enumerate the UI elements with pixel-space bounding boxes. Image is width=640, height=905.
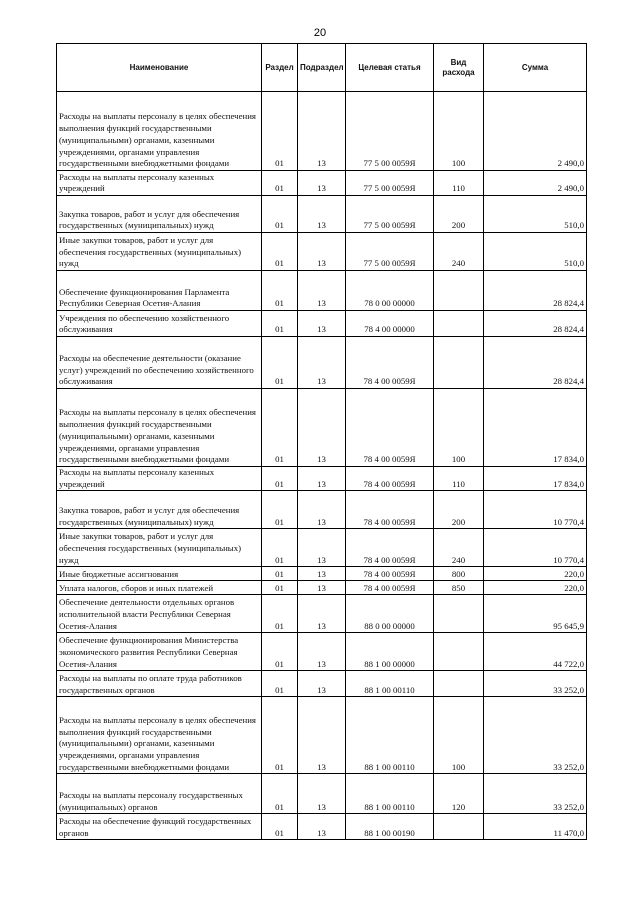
table-row — [57, 491, 587, 529]
row-razdel: 01 — [262, 581, 298, 595]
row-razdel: 01 — [262, 697, 298, 774]
row-name: Закупка товаров, работ и услуг для обеспечения государственных (муниципальных) нужд — [57, 196, 262, 233]
row-target-article: 77 5 00 0059Я — [346, 233, 434, 271]
row-target-article: 78 4 00 0059Я — [346, 567, 434, 581]
row-sum: 44 722,0 — [484, 633, 587, 671]
row-name: Учреждения по обеспечению хозяйственного обслуживания — [57, 311, 262, 337]
row-expense-type: 850 — [434, 581, 484, 595]
row-target-article: 78 4 00 0059Я — [346, 491, 434, 529]
row-sum: 28 824,4 — [484, 337, 587, 389]
row-sum: 11 470,0 — [484, 814, 587, 840]
header-razdel: Раздел — [262, 44, 298, 92]
table-row — [57, 196, 587, 233]
row-name: Иные закупки товаров, работ и услуг для обеспечения государственных (муниципальных) нужд — [57, 233, 262, 271]
row-target-article: 78 0 00 00000 — [346, 271, 434, 311]
row-expense-type — [434, 633, 484, 671]
table-row — [57, 311, 587, 337]
row-sum: 17 834,0 — [484, 389, 587, 467]
table-row — [57, 671, 587, 697]
row-razdel: 01 — [262, 389, 298, 467]
header-expense-type: Вид расхода — [434, 44, 484, 92]
row-name: Расходы на обеспечение деятельности (оказание услуг) учреждений по обеспечению хозяйственного обслуживания — [57, 337, 262, 389]
table-row — [57, 467, 587, 491]
row-target-article: 78 4 00 0059Я — [346, 389, 434, 467]
row-target-article: 88 1 00 00110 — [346, 671, 434, 697]
row-name: Расходы на выплаты персоналу казенных учреждений — [57, 467, 262, 491]
row-podrazdel: 13 — [298, 467, 346, 491]
row-name: Обеспечение функционирования Парламента Республики Северная Осетия-Алания — [57, 271, 262, 311]
header-sum: Сумма — [484, 44, 587, 92]
row-sum: 28 824,4 — [484, 311, 587, 337]
row-name: Иные бюджетные ассигнования — [57, 567, 262, 581]
table-row — [57, 774, 587, 814]
row-sum: 220,0 — [484, 581, 587, 595]
row-sum: 2 490,0 — [484, 92, 587, 171]
row-expense-type — [434, 671, 484, 697]
row-target-article: 88 0 00 00000 — [346, 595, 434, 633]
budget-table — [56, 43, 587, 840]
row-target-article: 88 1 00 00000 — [346, 633, 434, 671]
row-expense-type: 100 — [434, 389, 484, 467]
row-expense-type — [434, 271, 484, 311]
row-name: Расходы на выплаты персоналу государственных (муниципальных) органов — [57, 774, 262, 814]
table-row — [57, 337, 587, 389]
row-name: Расходы на выплаты персоналу в целях обеспечения выполнения функций государственными (муниципальными) органами, казенными учреждениями, органами управления государственными внебюджетными фондами — [57, 389, 262, 467]
row-expense-type: 200 — [434, 196, 484, 233]
row-podrazdel: 13 — [298, 814, 346, 840]
table-row — [57, 697, 587, 774]
row-sum: 220,0 — [484, 567, 587, 581]
row-sum: 10 770,4 — [484, 491, 587, 529]
row-expense-type — [434, 337, 484, 389]
row-name: Иные закупки товаров, работ и услуг для обеспечения государственных (муниципальных) нужд — [57, 529, 262, 567]
row-target-article: 88 1 00 00110 — [346, 697, 434, 774]
table-row — [57, 581, 587, 595]
row-target-article: 78 4 00 0059Я — [346, 581, 434, 595]
row-name: Расходы на выплаты по оплате труда работников государственных органов — [57, 671, 262, 697]
header-podrazdel: Подраздел — [298, 44, 346, 92]
row-expense-type: 800 — [434, 567, 484, 581]
table-row — [57, 92, 587, 171]
header-name: Наименование — [57, 44, 262, 92]
row-expense-type: 110 — [434, 171, 484, 196]
row-sum: 33 252,0 — [484, 671, 587, 697]
row-razdel: 01 — [262, 671, 298, 697]
row-razdel: 01 — [262, 567, 298, 581]
row-target-article: 77 5 00 0059Я — [346, 171, 434, 196]
row-target-article: 78 4 00 0059Я — [346, 337, 434, 389]
row-podrazdel: 13 — [298, 581, 346, 595]
row-sum: 17 834,0 — [484, 467, 587, 491]
row-podrazdel: 13 — [298, 671, 346, 697]
row-sum: 95 645,9 — [484, 595, 587, 633]
row-sum: 33 252,0 — [484, 774, 587, 814]
row-podrazdel: 13 — [298, 491, 346, 529]
row-razdel: 01 — [262, 814, 298, 840]
row-expense-type — [434, 311, 484, 337]
row-target-article: 78 4 00 00000 — [346, 311, 434, 337]
row-expense-type — [434, 814, 484, 840]
row-podrazdel: 13 — [298, 529, 346, 567]
row-razdel: 01 — [262, 311, 298, 337]
table-header-row — [57, 44, 587, 92]
row-razdel: 01 — [262, 92, 298, 171]
header-target-article: Целевая статья — [346, 44, 434, 92]
row-name: Уплата налогов, сборов и иных платежей — [57, 581, 262, 595]
row-razdel: 01 — [262, 467, 298, 491]
row-sum: 33 252,0 — [484, 697, 587, 774]
row-podrazdel: 13 — [298, 271, 346, 311]
table-row — [57, 814, 587, 840]
row-podrazdel: 13 — [298, 389, 346, 467]
row-sum: 510,0 — [484, 233, 587, 271]
table-row — [57, 271, 587, 311]
row-podrazdel: 13 — [298, 337, 346, 389]
row-razdel: 01 — [262, 271, 298, 311]
row-expense-type: 100 — [434, 92, 484, 171]
row-razdel: 01 — [262, 171, 298, 196]
row-podrazdel: 13 — [298, 774, 346, 814]
row-expense-type: 240 — [434, 233, 484, 271]
row-name: Расходы на обеспечение функций государственных органов — [57, 814, 262, 840]
table-row — [57, 633, 587, 671]
row-name: Обеспечение функционирования Министерства экономического развития Республики Северная Осетия-Алания — [57, 633, 262, 671]
table-row — [57, 567, 587, 581]
row-expense-type: 200 — [434, 491, 484, 529]
row-expense-type — [434, 595, 484, 633]
row-razdel: 01 — [262, 491, 298, 529]
row-expense-type: 240 — [434, 529, 484, 567]
row-expense-type: 120 — [434, 774, 484, 814]
row-sum: 510,0 — [484, 196, 587, 233]
row-sum: 10 770,4 — [484, 529, 587, 567]
row-name: Закупка товаров, работ и услуг для обеспечения государственных (муниципальных) нужд — [57, 491, 262, 529]
row-expense-type: 100 — [434, 697, 484, 774]
row-sum: 2 490,0 — [484, 171, 587, 196]
row-podrazdel: 13 — [298, 697, 346, 774]
row-podrazdel: 13 — [298, 233, 346, 271]
row-target-article: 78 4 00 0059Я — [346, 529, 434, 567]
table-row — [57, 171, 587, 196]
row-podrazdel: 13 — [298, 633, 346, 671]
row-name: Расходы на выплаты персоналу казенных учреждений — [57, 171, 262, 196]
row-target-article: 78 4 00 0059Я — [346, 467, 434, 491]
row-expense-type: 110 — [434, 467, 484, 491]
row-sum: 28 824,4 — [484, 271, 587, 311]
row-razdel: 01 — [262, 337, 298, 389]
row-razdel: 01 — [262, 774, 298, 814]
row-podrazdel: 13 — [298, 196, 346, 233]
row-name: Обеспечение деятельности отдельных органов исполнительной власти Республики Северная Осетия-Алания — [57, 595, 262, 633]
table-row — [57, 389, 587, 467]
table-row — [57, 529, 587, 567]
row-podrazdel: 13 — [298, 567, 346, 581]
row-podrazdel: 13 — [298, 311, 346, 337]
row-podrazdel: 13 — [298, 595, 346, 633]
row-target-article: 88 1 00 00110 — [346, 774, 434, 814]
page-number: 20 — [313, 27, 327, 39]
row-razdel: 01 — [262, 529, 298, 567]
row-target-article: 88 1 00 00190 — [346, 814, 434, 840]
row-razdel: 01 — [262, 233, 298, 271]
row-podrazdel: 13 — [298, 92, 346, 171]
row-podrazdel: 13 — [298, 171, 346, 196]
row-target-article: 77 5 00 0059Я — [346, 92, 434, 171]
row-target-article: 77 5 00 0059Я — [346, 196, 434, 233]
row-razdel: 01 — [262, 633, 298, 671]
table-row — [57, 595, 587, 633]
row-razdel: 01 — [262, 196, 298, 233]
row-name: Расходы на выплаты персоналу в целях обеспечения выполнения функций государственными (муниципальными) органами, казенными учреждениями, органами управления государственными внебюджетными фондами — [57, 92, 262, 171]
table-row — [57, 233, 587, 271]
row-razdel: 01 — [262, 595, 298, 633]
row-name: Расходы на выплаты персоналу в целях обеспечения выполнения функций государственными (муниципальными) органами, казенными учреждениями, органами управления государственными внебюджетными фондами — [57, 697, 262, 774]
